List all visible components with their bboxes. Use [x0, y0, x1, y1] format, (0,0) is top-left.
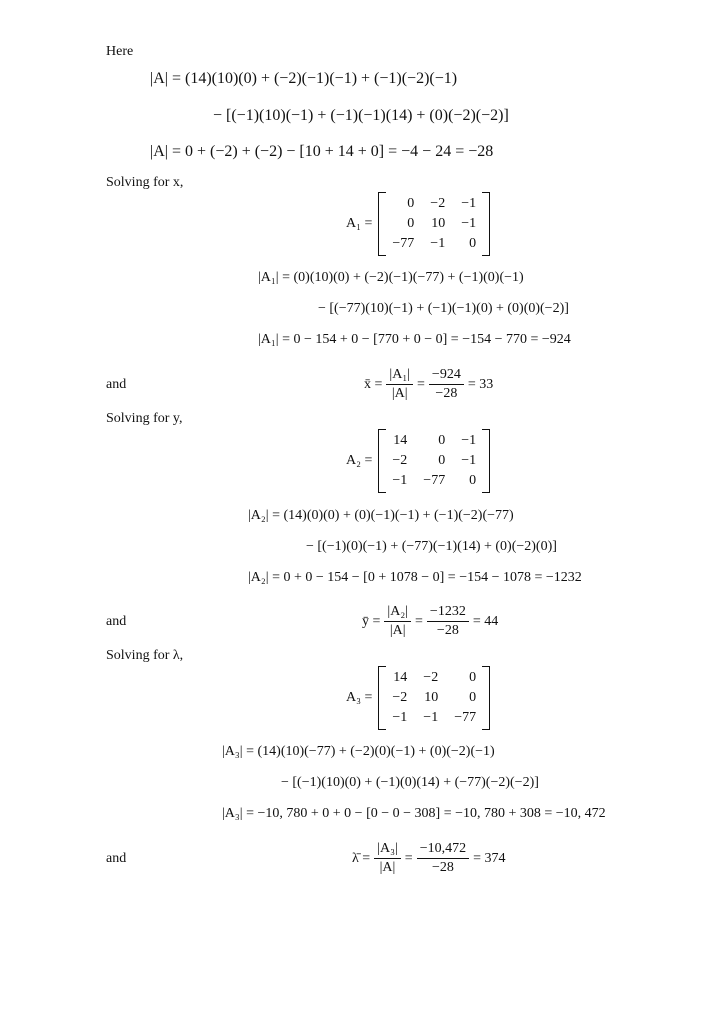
lambda-bar-var: λ̄ = — [352, 850, 371, 866]
fraction-denominator: −28 — [435, 386, 458, 401]
and-label-lambda: and — [106, 851, 127, 866]
y-bar-var: ȳ = — [362, 613, 381, 629]
heading-solve-lambda: Solving for λ, — [106, 648, 184, 663]
matrix-cell: −1 — [392, 710, 408, 725]
heading-solve-y: Solving for y, — [106, 411, 183, 426]
matrix-cell: −1 — [461, 453, 477, 468]
matrix-cell: −2 — [392, 453, 408, 468]
matrix-cell: 0 — [438, 433, 446, 448]
fraction — [384, 603, 411, 640]
x-bar-var: x̄ = — [364, 376, 383, 392]
matrix-cell: −1 — [461, 196, 477, 211]
matrix-a2-label: A₂ = — [346, 453, 373, 468]
det-a3-line-3: |A₃| = −10, 780 + 0 + 0 − [0 − 0 − 308] = −10, 780 + 308 = −10, 472 — [222, 806, 606, 821]
det-a2-line-1: |A₂| = (14)(0)(0) + (0)(−1)(−1) + (−1)(−2)(−77) — [248, 508, 514, 523]
matrix-a1-brackets — [378, 194, 490, 254]
fraction-numerator: −1232 — [427, 603, 469, 622]
matrix-cell: 10 — [431, 216, 446, 231]
fraction-denominator: |A| — [389, 623, 406, 638]
matrix-a2-brackets — [378, 431, 490, 491]
matrix-a1 — [346, 194, 490, 254]
matrix-a3 — [346, 668, 490, 728]
det-a3-line-2: − [(−1)(10)(0) + (−1)(0)(14) + (−77)(−2)(−2)] — [281, 775, 539, 790]
matrix-cell: 10 — [424, 690, 439, 705]
equals-sign: = — [417, 376, 425, 392]
fraction-numerator: |A₃| — [374, 840, 401, 859]
matrix-cell: 0 — [438, 453, 446, 468]
and-label-y: and — [106, 614, 127, 629]
det-a1-line-2: − [(−77)(10)(−1) + (−1)(−1)(0) + (0)(0)(−2)] — [318, 301, 569, 316]
fraction — [417, 840, 469, 877]
y-bar-result: = 44 — [472, 613, 499, 629]
equals-sign: = — [404, 850, 413, 866]
det-a-line-3: |A| = 0 + (−2) + (−2) − [10 + 14 + 0] = −4 − 24 = −28 — [150, 143, 494, 160]
matrix-cell: −77 — [392, 236, 415, 251]
matrix-cell: 0 — [407, 216, 415, 231]
det-a1-line-1: |A₁| = (0)(10)(0) + (−2)(−1)(−77) + (−1)(0)(−1) — [258, 270, 524, 285]
fraction-denominator: −28 — [436, 623, 459, 638]
det-a2-line-3: |A₂| = 0 + 0 − 154 − [0 + 1078 − 0] = −154 − 1078 = −1232 — [248, 570, 582, 585]
matrix-cell: −1 — [461, 216, 477, 231]
fraction — [429, 366, 464, 403]
fraction — [427, 603, 469, 640]
fraction-denominator: −28 — [431, 860, 454, 875]
heading-solve-x: Solving for x, — [106, 175, 184, 190]
fraction — [386, 366, 413, 403]
fraction-denominator: |A| — [391, 386, 408, 401]
matrix-cell: −2 — [423, 670, 439, 685]
fraction — [374, 840, 401, 877]
matrix-cell: 14 — [393, 670, 408, 685]
matrix-a3-label: A₃ = — [346, 690, 373, 705]
matrix-cell: −1 — [423, 710, 439, 725]
matrix-cell: −77 — [454, 710, 477, 725]
det-a3-line-1: |A₃| = (14)(10)(−77) + (−2)(0)(−1) + (0)(−2)(−1) — [222, 744, 495, 759]
det-a2-line-2: − [(−1)(0)(−1) + (−77)(−1)(14) + (0)(−2)(0)] — [306, 539, 557, 554]
fraction-numerator: −10,472 — [417, 840, 469, 859]
lambda-bar-result: = 374 — [473, 850, 506, 866]
matrix-a1-table — [384, 194, 484, 254]
matrix-cell: −1 — [392, 473, 408, 488]
fraction-denominator: |A| — [379, 860, 396, 875]
matrix-cell: −2 — [392, 690, 408, 705]
matrix-cell: 0 — [407, 196, 415, 211]
matrix-cell: 14 — [393, 433, 408, 448]
det-a-line-2: − [(−1)(10)(−1) + (−1)(−1)(14) + (0)(−2)(−2)] — [213, 107, 509, 124]
y-bar-equation — [362, 603, 498, 640]
matrix-cell: 0 — [469, 670, 477, 685]
matrix-cell: −77 — [423, 473, 446, 488]
matrix-cell: −1 — [461, 433, 477, 448]
matrix-cell: −2 — [430, 196, 446, 211]
matrix-a3-brackets — [378, 668, 490, 728]
matrix-a2 — [346, 431, 490, 491]
lambda-bar-equation — [352, 840, 506, 877]
matrix-a3-table — [384, 668, 484, 728]
fraction-numerator: |A₂| — [384, 603, 411, 622]
intro-label: Here — [106, 44, 134, 59]
det-a-line-1: |A| = (14)(10)(0) + (−2)(−1)(−1) + (−1)(−2)(−1) — [150, 70, 458, 87]
x-bar-result: = 33 — [467, 376, 494, 392]
matrix-cell: −1 — [430, 236, 446, 251]
fraction-numerator: −924 — [429, 366, 464, 385]
matrix-a2-table — [384, 431, 484, 491]
matrix-a1-label: A₁ = — [346, 216, 373, 231]
fraction-numerator: |A₁| — [386, 366, 413, 385]
x-bar-equation — [364, 366, 493, 403]
equals-sign: = — [415, 613, 423, 629]
matrix-cell: 0 — [469, 473, 477, 488]
and-label-x: and — [106, 377, 127, 392]
matrix-cell: 0 — [469, 690, 477, 705]
matrix-cell: 0 — [469, 236, 477, 251]
det-a1-line-3: |A₁| = 0 − 154 + 0 − [770 + 0 − 0] = −154 − 770 = −924 — [258, 332, 571, 347]
